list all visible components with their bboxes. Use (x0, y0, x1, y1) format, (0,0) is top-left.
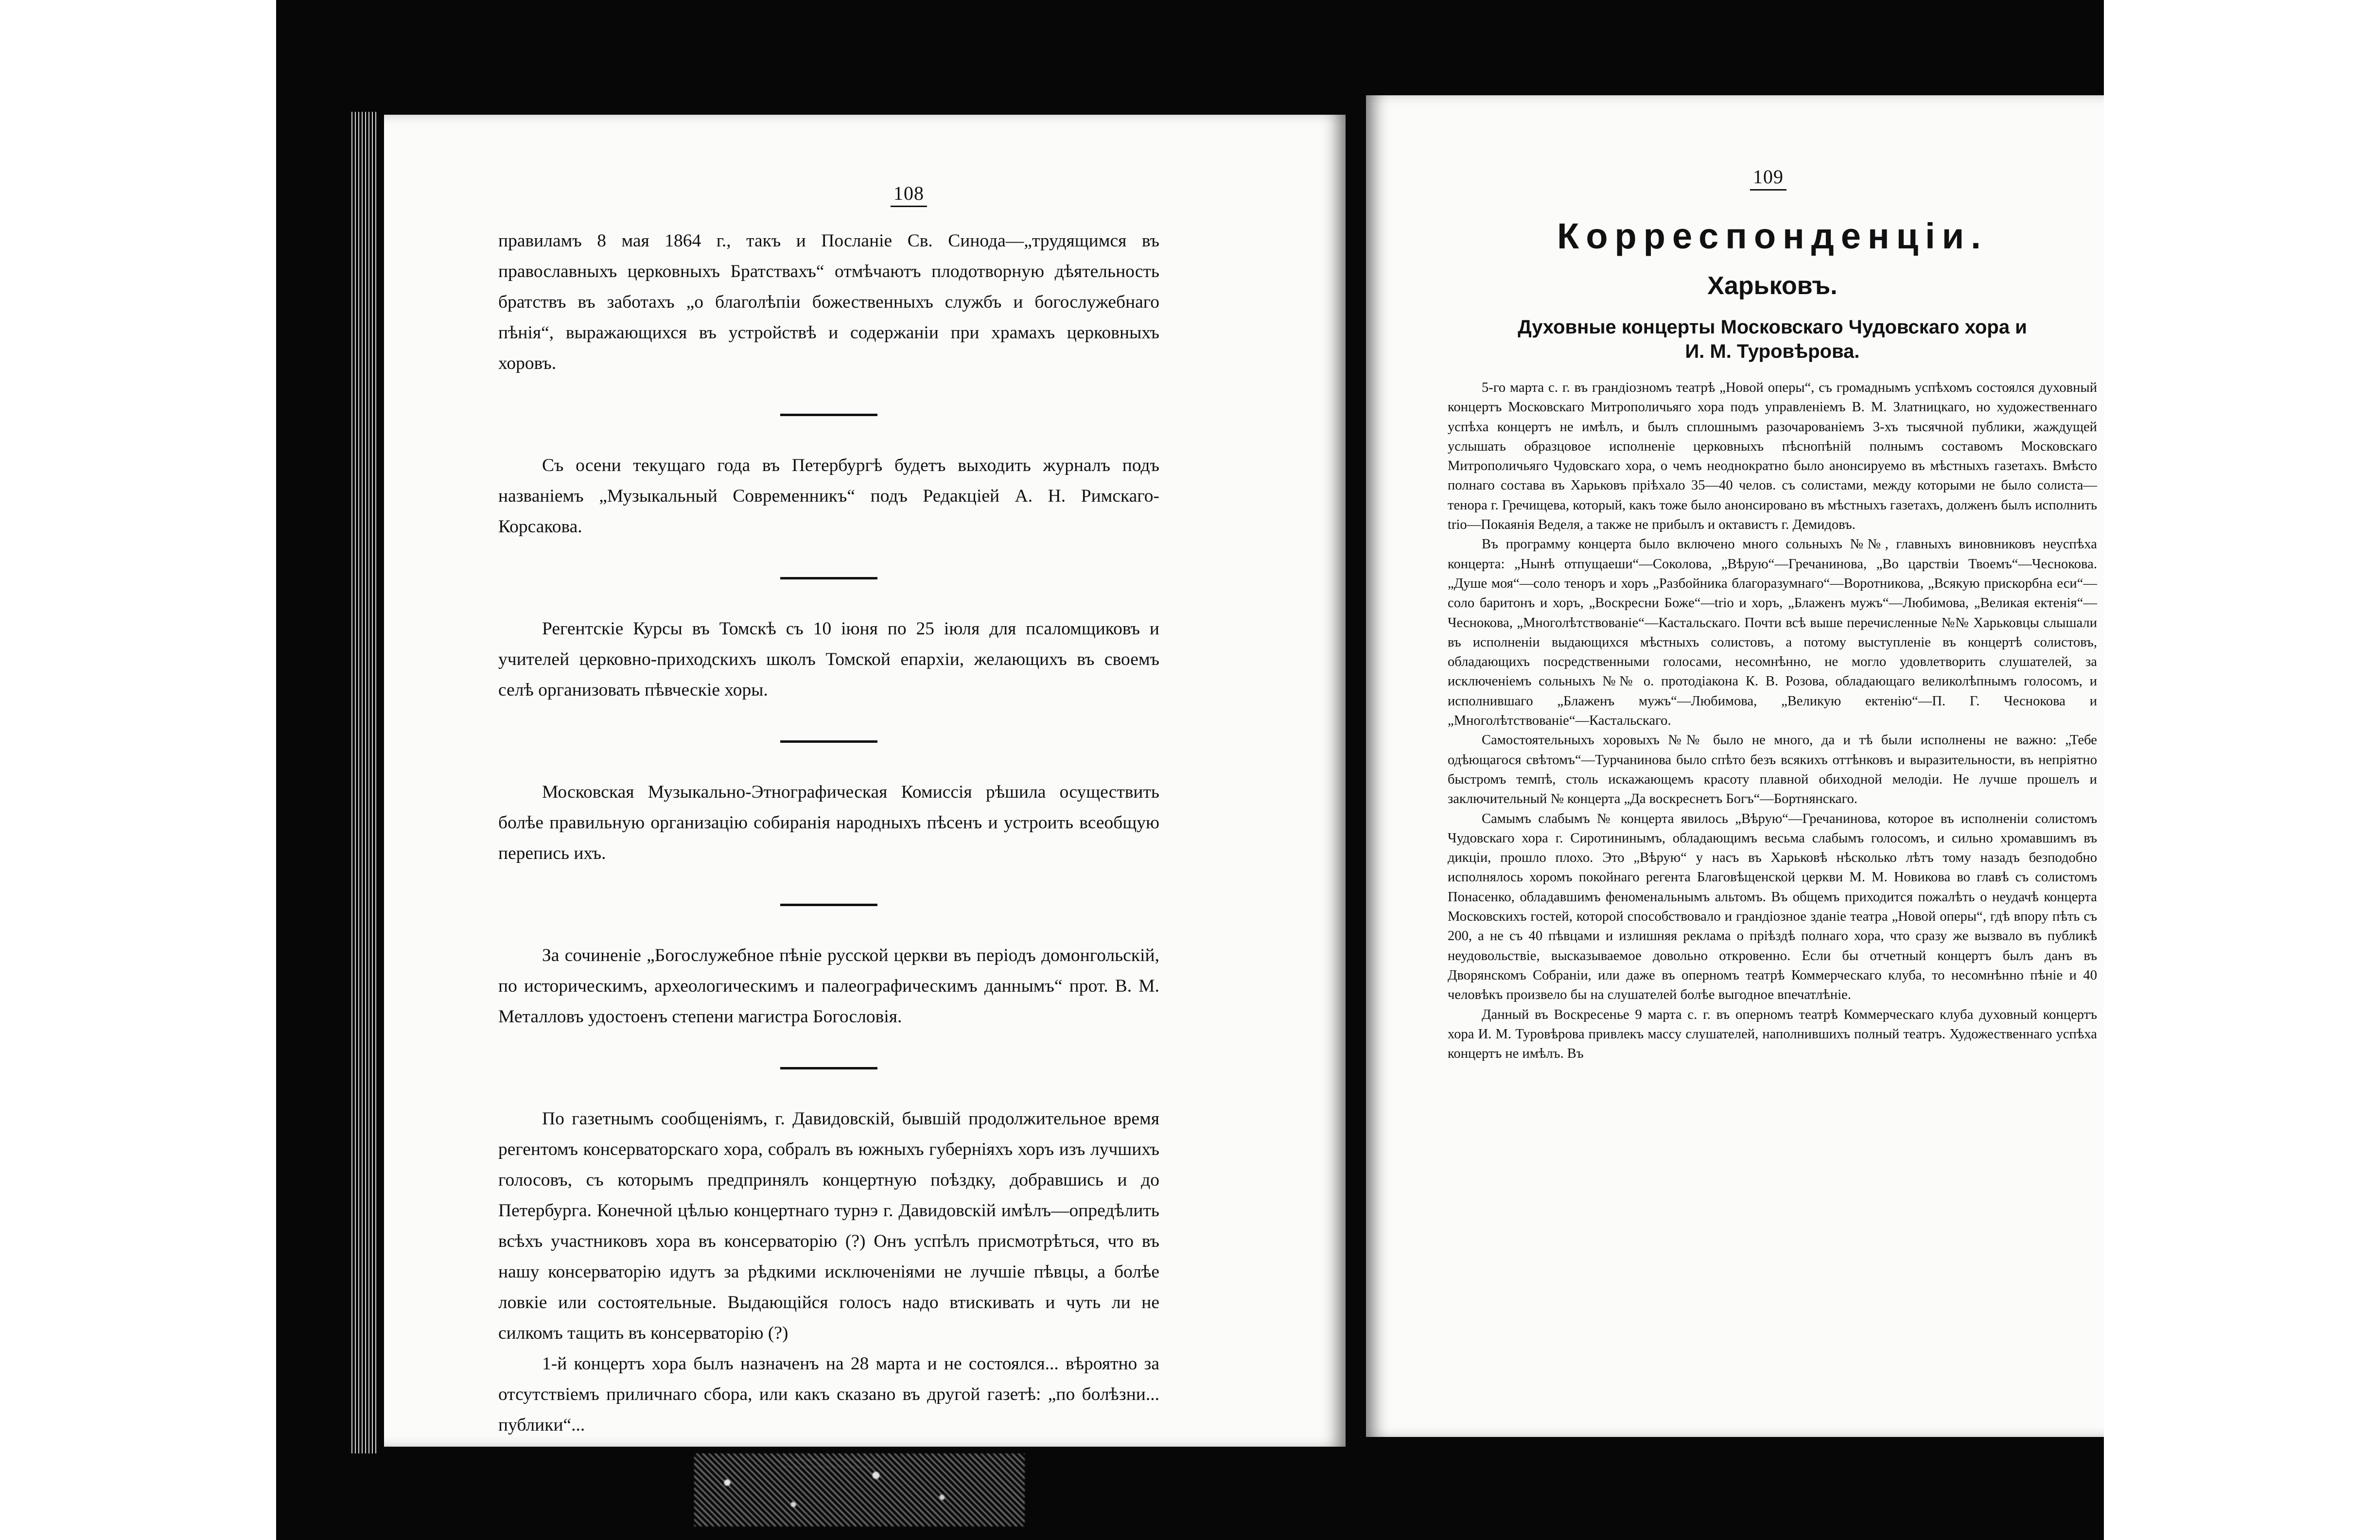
page-stack-edge-left (349, 112, 378, 1453)
paragraph: 5-го марта с. г. въ грандiозномъ театрѣ „Новой оперы“, съ громаднымъ успѣхомъ состоялся духовный концертъ Московскаго Митрополичьяго хора подъ управленiемъ В. М. Златницкаго, но художественнаго успѣха концертъ не имѣлъ, и былъ сплошнымъ разочарованiемъ 3-хъ тысячной публики, жаждущей услышать образцовое исполненiе церковныхъ пѣснопѣнiй полнымъ составомъ Московскаго Митрополичьяго Чудовскаго хора, о чемъ неоднократно было анонсируемо въ мѣстныхъ газетахъ. Вмѣсто полнаго состава въ Харьковъ прiѣхало 35—40 челов. съ солистами, между которыми не было солиста—тенора г. Гречищева, который, какъ тоже было анонсировано въ мѣстныхъ газетахъ, долженъ былъ исполнить trio—Покаянiя Веделя, а также не прибылъ и октавистъ г. Демидовъ. (1448, 380, 2097, 533)
paragraph: Самымъ слабымъ № концерта явилось „Вѣрую“—Гречанинова, которое въ исполненiи солистомъ Чудовскаго хора г. Сиротининымъ, обладающимъ весьма слабымъ голосомъ, и сильно хромавшимъ въ дикцiи, прошло плохо. Это „Вѣрую“ у насъ въ Харьковѣ нѣсколько лѣтъ тому назадъ безподобно исполнялось хоромъ покойнаго регента Благовѣщенской церкви М. М. Новикова во главѣ съ солистомъ Понасенко, обладавшимъ феноменальнымъ альтомъ. Въ общемъ приходится пожалѣть о неудачѣ концерта Московскихъ гостей, которой способствовало и грандiозное зданiе театра „Новой оперы“, гдѣ впору пѣть съ 200, а не съ 40 пѣвцами и излишняя реклама о прiѣздѣ полнаго хора, что сразу же вызвало въ публикѣ неудовольствiе, высказываемое довольно откровенно. Если бы отчетный концертъ былъ данъ въ Дворянскомъ Собранiи, или даже въ оперномъ театрѣ Коммерческаго клуба, то несомнѣнно пѣнiе и 40 человѣкъ произвело бы на слушателей болѣе выгодное впечатлѣнiе. (1448, 811, 2097, 1003)
section-divider (780, 414, 877, 416)
paragraph: За сочиненiе „Богослужебное пѣнiе русской церкви въ перiодъ домонгольскiй, по историческимъ, археологическимъ и палеографическимъ даннымъ“ прот. В. М. Металловъ удостоенъ степени магистра Богословiя. (498, 945, 1159, 1027)
right-page (1366, 95, 2104, 1437)
left-page-text (498, 226, 1159, 1472)
paragraph: Данный въ Воскресенье 9 марта с. г. въ оперномъ театрѣ Коммерческаго клуба духовный концертъ хора И. М. Туровѣрова привлекъ массу слушателей, наполнившихъ полный театръ. Художественнаго успѣха концертъ не имѣлъ. Въ (1448, 1007, 2097, 1062)
paragraph: Самостоятельныхъ хоровыхъ №№ было не много, да и тѣ были исполнены не важно: „Тебе одѣющагося свѣтомъ“—Турчанинова было спѣто безъ всякихъ оттѣнковъ и выразительности, въ непрiятно быстромъ темпѣ, столь искажающемъ красоту плавной обиходной мелодiи. Не лучше прошелъ и заключительный № концерта „Да воскреснетъ Богъ“—Бортнянскаго. (1448, 733, 2097, 807)
page-number: 109 (1750, 165, 1786, 191)
paragraph: 1-й концертъ хора былъ назначенъ на 28 марта и не состоялся... вѣроятно за отсутствiемъ приличнаго сбора, или какъ сказано въ другой газетѣ: „по болѣзни... публики“... (498, 1354, 1159, 1435)
section-divider (780, 740, 877, 743)
article-body (1448, 378, 2097, 1064)
section-divider (780, 1067, 877, 1069)
article-title-line-1: Духовные концерты Московскаго Чудовскаго хора и (1518, 316, 2027, 338)
paragraph: Московская Музыкально-Этнографическая Комиссiя рѣшила осуществить болѣе правильную организацiю собиранiя народныхъ пѣсенъ и устроить всеобщую перепись ихъ. (498, 782, 1159, 863)
paragraph: Регентскiе Курсы въ Томскѣ съ 10 iюня по 25 iюля для псаломщиковъ и учителей церковно-приходскихъ школъ Томской епархiи, желающихъ въ своемъ селѣ организовать пѣвческiе хоры. (498, 619, 1159, 700)
right-page-text (1448, 211, 2097, 1064)
article-title (1486, 315, 2059, 364)
page-number: 108 (891, 182, 927, 207)
left-page (384, 115, 1346, 1447)
paragraph: Въ программу концерта было включено много сольныхъ №№, главныхъ виновниковъ неуспѣха концерта: „Нынѣ отпущаеши“—Соколова, „Вѣрую“—Гречанинова, „Во царствiи Твоемъ“—Чеснокова. „Душе моя“—соло теноръ и хоръ „Разбойника благоразумнаго“—Воротникова, „Всякую прискорбна еси“—соло баритонъ и хоръ, „Воскресни Боже“—trio и хоръ, „Блаженъ мужъ“—Любимова, „Великая ектенiя“—Чеснокова, „Многолѣтствованiе“—Кастальскаго. Почти всѣ выше перечисленные №№ Харьковцы слышали въ исполненiи выдающихся мѣстныхъ солистовъ, а потому выступленiе въ концертѣ солистовъ, обладающихъ посредственными голосами, несомнѣнно, не могло удовлетворить слушателей, за исключенiемъ сольныхъ №№ о. протодiакона К. В. Розова, обладающаго великолѣпнымъ голосомъ, и исполнившаго „Блаженъ мужъ“—Любимова, „Великую ектенiю“—П. Г. Чеснокова и „Многолѣтствованiе“—Кастальскаго. (1448, 537, 2097, 729)
paragraph: правиламъ 8 мая 1864 г., такъ и Посланiе Св. Синода—„трудящимся въ православныхъ церковныхъ Братствахъ“ отмѣчаютъ плодотворную дѣятельность братствъ въ заботахъ „о благолѣпiи божественныхъ службъ и богослужебнаго пѣнiя“, выражающихся въ устройствѣ и содержанiи при храмахъ церковныхъ хоровъ. (498, 231, 1159, 373)
paragraph: По газетнымъ сообщенiямъ, г. Давидовскiй, бывшiй продолжительное время регентомъ консерваторскаго хора, собралъ въ южныхъ губернiяхъ хоръ изъ лучшихъ голосовъ, съ которымъ предпринялъ концертную поѣздку, добравшись и до Петербурга. Конечной цѣлью концертнаго турнэ г. Давидовскiй имѣлъ—опредѣлить всѣхъ участниковъ хора въ консерваторiю (?) Онъ успѣлъ присмотрѣться, что въ нашу консерваторiю идутъ за рѣдкими исключенiями не лучшiе пѣвцы, а болѣе ловкiе или состоятельные. Выдающiйся голосъ надо втискивать и чуть ли не силкомъ тащить въ консерваторiю (?) (498, 1109, 1159, 1343)
scan-artifact (694, 1453, 1025, 1526)
article-title-line-2: И. М. Туровѣрова. (1685, 341, 1860, 362)
section-divider (780, 577, 877, 579)
paragraph: Съ осени текущаго года въ Петербургѣ будетъ выходить журналъ подъ названiемъ „Музыкальный Современникъ“ подъ Редакцiей А. Н. Римскаго-Корсакова. (498, 455, 1159, 537)
microfilm-frame (276, 0, 2104, 1540)
section-heading: Корреспонденцiи. (1557, 216, 1988, 256)
city-heading: Харьковъ. (1707, 272, 1838, 300)
section-divider (780, 904, 877, 906)
